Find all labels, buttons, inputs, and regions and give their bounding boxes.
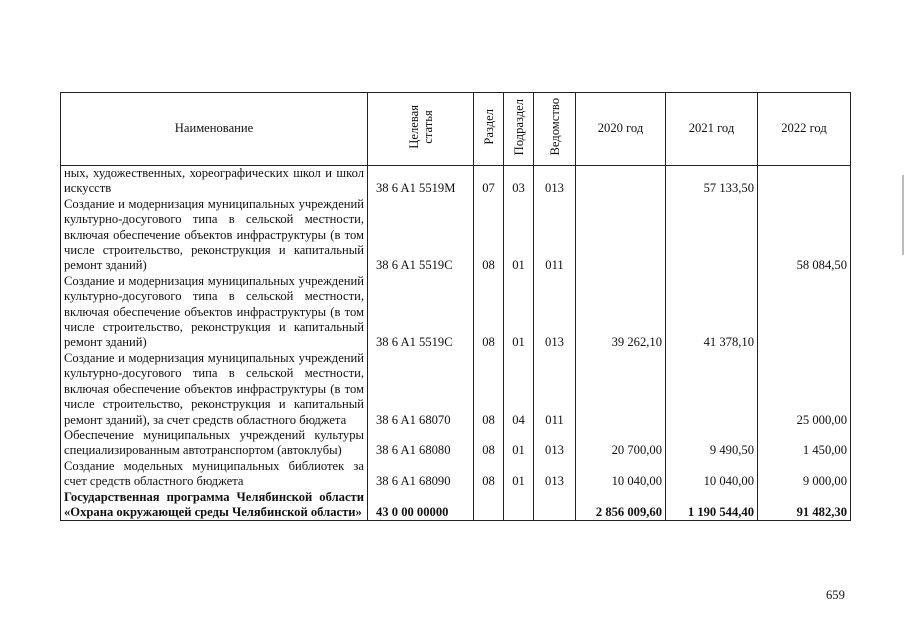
table-row [61, 197, 851, 274]
cell-department: 013 [534, 459, 576, 490]
cell-section: 08 [474, 459, 504, 490]
cell-name: Создание и модернизация муниципальных учреждений культурно-досугового типа в сельской местности, включая обеспечение объектов инфраструктуры (в том числе строительство, реконструкция и капитальный ремонт зданий), за счет средств областного бюджета [61, 351, 368, 428]
header-department: Ведомство [534, 93, 576, 166]
cell-2022: 9 000,00 [758, 459, 851, 490]
cell-target-article: 38 6 A1 5519M [368, 166, 474, 197]
cell-subsection: 01 [504, 459, 534, 490]
cell-2020 [576, 351, 666, 428]
cell-target-article: 38 6 A1 68090 [368, 459, 474, 490]
cell-target-article: 38 6 A1 68070 [368, 351, 474, 428]
table-row [61, 459, 851, 490]
table-row [61, 490, 851, 521]
header-section: Раздел [474, 93, 504, 166]
cell-2021: 1 190 544,40 [666, 490, 758, 521]
table-row [61, 274, 851, 351]
cell-2022: 91 482,30 [758, 490, 851, 521]
cell-2022 [758, 166, 851, 197]
cell-subsection: 01 [504, 274, 534, 351]
cell-subsection: 01 [504, 428, 534, 459]
cell-subsection: 04 [504, 351, 534, 428]
cell-section: 08 [474, 274, 504, 351]
cell-section [474, 490, 504, 521]
cell-2020: 39 262,10 [576, 274, 666, 351]
table-row [61, 428, 851, 459]
cell-2022: 1 450,00 [758, 428, 851, 459]
cell-name: Создание модельных муниципальных библиотек за счет средств областного бюджета [61, 459, 368, 490]
cell-2020: 2 856 009,60 [576, 490, 666, 521]
cell-2020: 20 700,00 [576, 428, 666, 459]
scan-edge-mark [902, 175, 904, 255]
cell-section: 08 [474, 351, 504, 428]
cell-2021: 41 378,10 [666, 274, 758, 351]
cell-department: 013 [534, 428, 576, 459]
header-name: Наименование [61, 93, 368, 166]
cell-2022: 58 084,50 [758, 197, 851, 274]
header-subsection: Подраздел [504, 93, 534, 166]
cell-target-article: 38 6 A1 5519C [368, 274, 474, 351]
cell-department [534, 490, 576, 521]
cell-section: 07 [474, 166, 504, 197]
cell-name: Создание и модернизация муниципальных учреждений культурно-досугового типа в сельской местности, включая обеспечение объектов инфраструктуры (в том числе строительство, реконструкция и капитальный ремонт зданий) [61, 274, 368, 351]
cell-2021: 10 040,00 [666, 459, 758, 490]
table-body [61, 166, 851, 521]
header-target-article: Целевая статья [368, 93, 474, 166]
cell-2022: 25 000,00 [758, 351, 851, 428]
cell-name: Обеспечение муниципальных учреждений культуры специализированным автотранспортом (автоклубы) [61, 428, 368, 459]
cell-department: 013 [534, 166, 576, 197]
table-header-row [61, 93, 851, 166]
budget-table [60, 92, 851, 521]
cell-target-article: 43 0 00 00000 [368, 490, 474, 521]
header-2021: 2021 год [666, 93, 758, 166]
cell-department: 011 [534, 197, 576, 274]
cell-name: Государственная программа Челябинской области «Охрана окружающей среды Челябинской области» [61, 490, 368, 521]
cell-target-article: 38 6 A1 5519C [368, 197, 474, 274]
cell-subsection [504, 490, 534, 521]
table-row [61, 166, 851, 197]
cell-2020 [576, 166, 666, 197]
cell-2021: 57 133,50 [666, 166, 758, 197]
cell-department: 013 [534, 274, 576, 351]
table-row [61, 351, 851, 428]
cell-2021 [666, 197, 758, 274]
page-number: 659 [826, 588, 845, 602]
cell-name: ных, художественных, хореографических школ и школ искусств [61, 166, 368, 197]
cell-subsection: 01 [504, 197, 534, 274]
cell-2021: 9 490,50 [666, 428, 758, 459]
cell-section: 08 [474, 428, 504, 459]
header-2020: 2020 год [576, 93, 666, 166]
cell-2021 [666, 351, 758, 428]
cell-department: 011 [534, 351, 576, 428]
header-2022: 2022 год [758, 93, 851, 166]
cell-target-article: 38 6 A1 68080 [368, 428, 474, 459]
cell-2022 [758, 274, 851, 351]
cell-name: Создание и модернизация муниципальных учреждений культурно-досугового типа в сельской местности, включая обеспечение объектов инфраструктуры (в том числе строительство, реконструкция и капитальный ремонт зданий) [61, 197, 368, 274]
cell-subsection: 03 [504, 166, 534, 197]
cell-section: 08 [474, 197, 504, 274]
cell-2020: 10 040,00 [576, 459, 666, 490]
cell-2020 [576, 197, 666, 274]
